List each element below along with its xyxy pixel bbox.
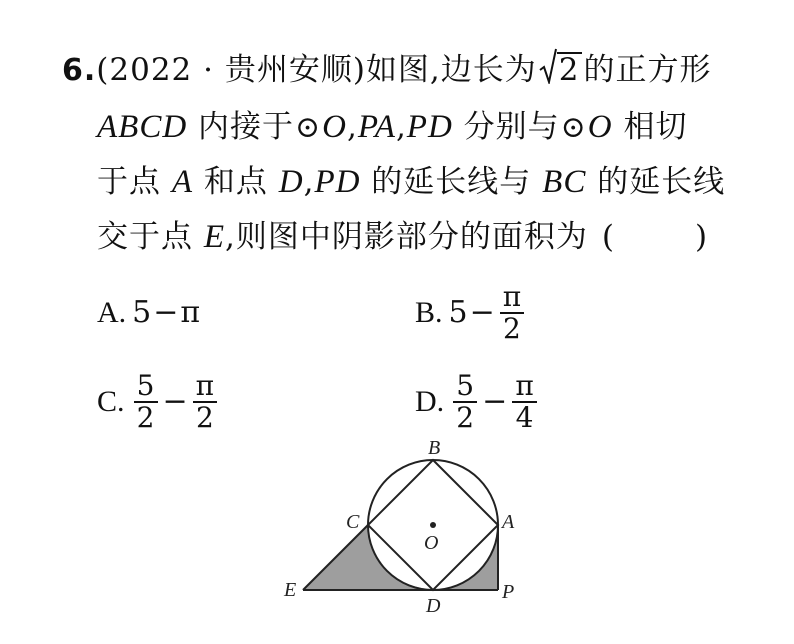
point-d-text: D (278, 164, 304, 200)
question-text-1b: 的正方形 (583, 52, 712, 88)
choice-d[interactable] (415, 371, 540, 433)
choice-d-letter: D. (415, 385, 445, 418)
choice-d-minus: − (482, 384, 508, 419)
choice-b-fraction (500, 282, 524, 344)
question-text-2j: 相切 (612, 109, 688, 145)
comma-3: , (303, 164, 315, 200)
comma-2: , (395, 109, 407, 145)
label-a: A (502, 511, 515, 533)
question-text-4c: ,则图中阴影部分的面积为 (225, 219, 588, 255)
choice-c-denominator-1: 2 (136, 401, 155, 434)
choice-d-fraction-2 (512, 371, 536, 433)
choice-b-minus: − (469, 295, 495, 330)
choice-c-fraction-1 (134, 371, 158, 433)
choice-c-numerator-2: π (193, 371, 217, 403)
choice-c-fraction-2 (193, 371, 217, 433)
choice-b-whole: 5 (448, 295, 468, 330)
question-line-4 (97, 217, 708, 257)
sqrt-expression (539, 50, 582, 90)
question-text-2h: 分别与 (452, 109, 560, 145)
question-text-3i: 的延长线 (586, 164, 726, 200)
question-text-3c: 和点 (193, 164, 279, 200)
circle-symbol-icon: ⊙ (295, 110, 322, 145)
circle-symbol-icon-2: ⊙ (560, 110, 587, 145)
segment-bc-text: BC (542, 164, 587, 200)
question-text-2b: 内接于 (187, 109, 295, 145)
square-name: ABCD (97, 109, 188, 145)
circle-name-2: O (587, 109, 613, 145)
answer-paren-open: ( (601, 219, 615, 255)
comma-1: , (347, 109, 358, 145)
tangent-pa: PA (357, 109, 396, 145)
question-text-3a: 于点 (97, 164, 172, 200)
label-o: O (424, 532, 439, 554)
choice-a-whole: 5 (132, 295, 152, 330)
choice-b-numerator: π (500, 282, 524, 314)
label-d: D (426, 595, 441, 617)
choice-b-letter: B. (415, 296, 443, 329)
tangent-pd: PD (406, 109, 453, 145)
choice-b[interactable] (415, 282, 527, 344)
question-text-4a: 交于点 (97, 219, 204, 255)
choice-b-denominator: 2 (503, 312, 521, 345)
choice-c-minus: − (162, 384, 188, 419)
geometry-figure (268, 432, 538, 642)
point-e-text: E (203, 219, 226, 255)
choice-c-denominator-2: 2 (195, 401, 214, 434)
label-e: E (284, 579, 297, 601)
choice-a-pi: π (180, 295, 201, 330)
point-a-text: A (171, 164, 194, 200)
choice-d-denominator-2: 4 (515, 401, 534, 434)
choice-c[interactable] (97, 371, 220, 433)
choice-d-denominator-1: 2 (456, 401, 475, 434)
choice-c-numerator-1: 5 (134, 371, 158, 403)
choice-d-numerator-2: π (512, 371, 536, 403)
label-c: C (346, 511, 360, 533)
question-number: 6. (62, 53, 97, 88)
choice-a-letter: A. (97, 296, 127, 329)
circle-name-1: O (322, 109, 348, 145)
choice-a[interactable] (97, 294, 200, 332)
choice-d-numerator-1: 5 (453, 371, 477, 403)
center-point (430, 522, 436, 528)
choice-c-letter: C. (97, 385, 125, 418)
choice-a-minus: − (153, 295, 179, 330)
choice-d-fraction-1 (453, 371, 477, 433)
sqrt-sign-icon (539, 48, 557, 84)
sqrt-argument: 2 (558, 52, 580, 88)
question-line-1 (62, 50, 712, 91)
question-text-1a: 如图,边长为 (365, 52, 537, 88)
label-b: B (428, 437, 441, 459)
question-source: (2022 · 贵州安顺) (96, 52, 366, 88)
answer-paren-close: ) (695, 219, 709, 255)
question-text-3g: 的延长线与 (360, 164, 543, 200)
question-line-3 (97, 162, 725, 202)
segment-pd-text: PD (314, 164, 361, 200)
label-p: P (502, 581, 515, 603)
question-line-2 (97, 107, 688, 148)
